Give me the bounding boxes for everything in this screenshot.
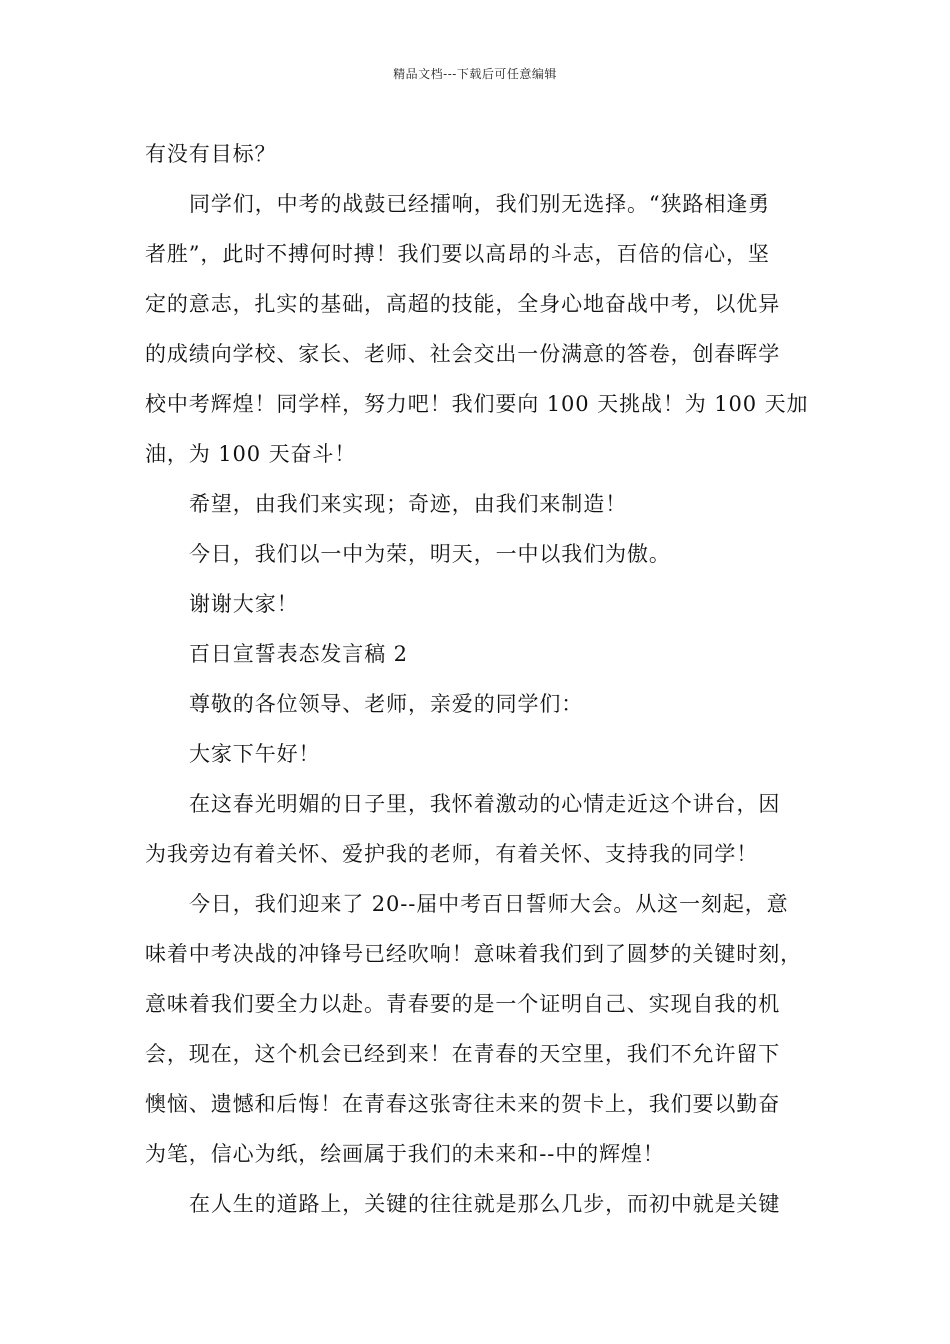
text-line: 为我旁边有着关怀、爱护我的老师，有着关怀、支持我的同学！ <box>145 842 759 866</box>
text-line: 懊恼、遗憾和后悔！在青春这张寄往未来的贺卡上，我们要以勤奋 <box>145 1092 781 1116</box>
paragraph-start-line: 在这春光明媚的日子里，我怀着激动的心情走近这个讲台，因 <box>189 792 781 816</box>
salutation-line: 尊敬的各位领导、老师，亲爱的同学们： <box>189 692 584 716</box>
paragraph-start-line: 今日，我们以一中为荣，明天，一中以我们为傲。 <box>189 542 671 566</box>
greeting-line: 大家下午好！ <box>189 742 321 766</box>
text-line: 意味着我们要全力以赴。青春要的是一个证明自己、实现自我的机 <box>145 992 781 1016</box>
text-line: 定的意志，扎实的基础，高超的技能，全身心地奋战中考，以优异 <box>145 292 781 316</box>
text-line: 会，现在，这个机会已经到来！在青春的天空里，我们不允许留下 <box>145 1042 781 1066</box>
text-line: 者胜”，此时不搏何时搏！我们要以高昂的斗志，百倍的信心，坚 <box>145 242 770 266</box>
closing-thanks-line: 谢谢大家！ <box>189 592 299 616</box>
text-line: 有没有目标？ <box>145 142 277 166</box>
paragraph-start-line: 在人生的道路上，关键的往往就是那么几步，而初中就是关键 <box>189 1192 781 1216</box>
paragraph-start-line: 希望，由我们来实现；奇迹，由我们来制造！ <box>189 492 627 516</box>
text-line: 为笔，信心为纸，绘画属于我们的未来和--中的辉煌！ <box>145 1142 665 1166</box>
text-line: 的成绩向学校、家长、老师、社会交出一份满意的答卷，创春晖学 <box>145 342 781 366</box>
page-header: 精品文档---下载后可任意编辑 <box>393 67 557 81</box>
text-line: 校中考辉煌！同学样，努力吧！我们要向 100 天挑战！为 100 天加 <box>145 392 809 416</box>
document-body <box>145 129 815 1229</box>
paragraph-start-line: 今日，我们迎来了 20--届中考百日誓师大会。从这一刻起，意 <box>189 892 789 916</box>
paragraph-start-line: 同学们，中考的战鼓已经擂响，我们别无选择。“狭路相逢勇 <box>189 192 771 216</box>
section-title: 百日宣誓表态发言稿 2 <box>189 642 408 666</box>
text-line: 味着中考决战的冲锋号已经吹响！意味着我们到了圆梦的关键时刻， <box>145 942 802 966</box>
text-line: 油，为 100 天奋斗！ <box>145 442 357 466</box>
